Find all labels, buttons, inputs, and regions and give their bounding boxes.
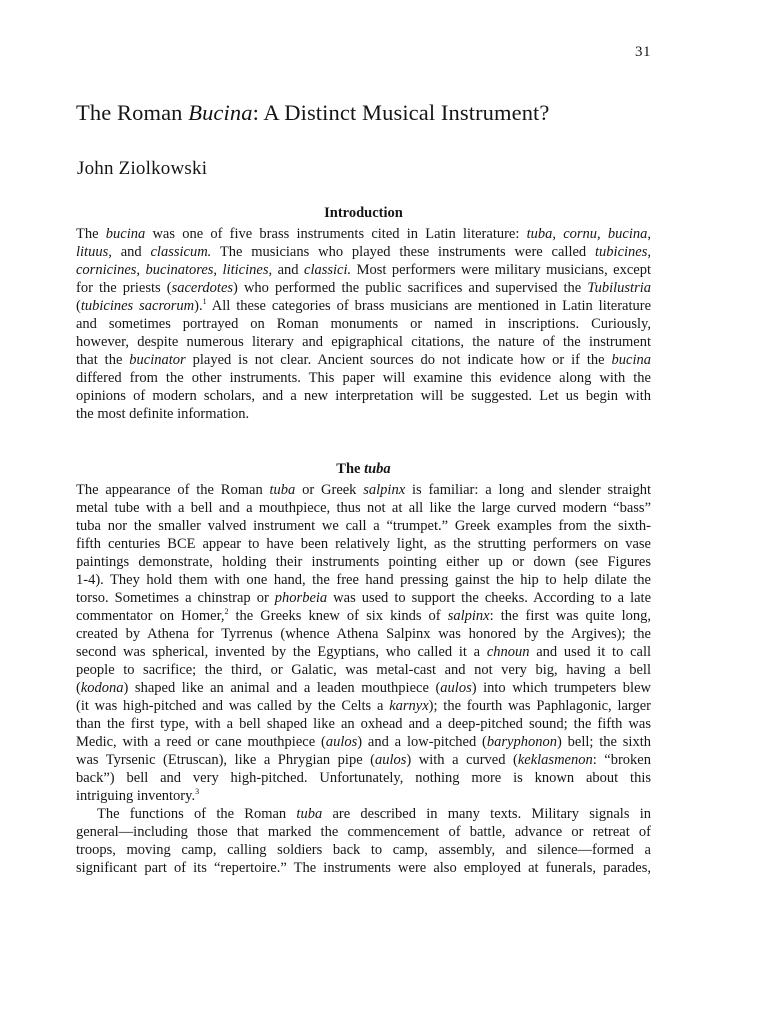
section-heading-introduction: Introduction xyxy=(324,205,403,221)
text-line: torso. Sometimes a chinstrap or phorbeia was used to support the cheeks. According to a late xyxy=(76,590,652,606)
text-line: (it was high-pitched and was called by the Celts a karnyx); the fourth was Paphlagonic, larger xyxy=(76,698,651,714)
text-line: cornicines, bucinatores, liticines, and classici. Most performers were military musicians, except xyxy=(76,262,652,278)
section-heading-tuba-italic: tuba xyxy=(364,461,391,477)
text-line: second was spherical, invented by the Egyptians, who called it a chnoun and used it to call xyxy=(76,644,651,660)
text-line: commentator on Homer,$^2$ the Greeks knew of six kinds of salpinx: the first was quite long, xyxy=(76,607,652,624)
article-title xyxy=(76,100,696,126)
page-number: 31 xyxy=(635,44,651,60)
text-line: significant part of its “repertoire.” The instruments were also employed at funerals, parades, xyxy=(76,860,651,876)
text-line: people to sacrifice; the third, or Galatic, was metal-cast and not very big, having a bell xyxy=(76,662,651,678)
text-line: The functions of the Roman tuba are described in many texts. Military signals in xyxy=(97,806,652,822)
text-line: paintings demonstrate, holding their instruments pointing either up or down (see Figures xyxy=(76,554,651,570)
tuba-paragraph-1 xyxy=(76,481,651,805)
text-line: fifth centuries BCE appear to have been relatively light, as the strutting performers on vase xyxy=(76,536,651,552)
text-line: troops, moving camp, calling soldiers back to camp, assembly, and silence—formed a xyxy=(76,842,651,858)
text-line: The appearance of the Roman tuba or Greek salpinx is familiar: a long and slender straight xyxy=(76,482,651,498)
tuba-paragraph-2 xyxy=(76,805,651,877)
text-line: opinions of modern scholars, and a new interpretation will be suggested. Let us begin with xyxy=(76,388,651,404)
text-line: tuba nor the smaller valved instrument we call a “trumpet.” Greek examples from the sixth- xyxy=(76,518,651,534)
text-line: intriguing inventory.$^3$ xyxy=(76,787,200,804)
text-line: created by Athena for Tyrrenus (whence Athena Salpinx was honored by the Argives); the xyxy=(76,626,651,642)
title-text-after: : A Distinct Musical Instrument? xyxy=(252,100,550,125)
text-line: and sometimes portrayed on Roman monuments or named in inscriptions. Curiously, xyxy=(76,316,651,332)
section-heading-tuba xyxy=(76,461,651,478)
text-line: 1-4). They hold them with one hand, the free hand pressing gainst the hip to help dilate the xyxy=(76,572,651,588)
text-line: The bucina was one of five brass instruments cited in Latin literature: tuba, cornu, bucina, xyxy=(76,226,651,242)
title-text-italic: Bucina xyxy=(188,100,253,125)
text-line: for the priests (sacerdotes) who performed the public sacrifices and supervised the Tubilustria xyxy=(76,280,651,296)
text-line: Medic, with a reed or cane mouthpiece (aulos) and a low-pitched (baryphonon) bell; the sixth xyxy=(76,734,651,750)
title-text-before: The Roman xyxy=(76,100,189,125)
text-line: than the first type, with a bell shaped like an oxhead and a deep-pitched sound; the fifth was xyxy=(76,716,651,732)
text-line: however, despite numerous literary and epigraphical citations, the nature of the instrument xyxy=(76,334,651,350)
text-line: back”) bell and very high-pitched. Unfortunately, nothing more is known about this xyxy=(76,770,651,786)
text-line: that the bucinator played is not clear. Ancient sources do not indicate how or if the bucina xyxy=(76,352,651,368)
text-line: the most definite information. xyxy=(76,406,250,422)
text-line: metal tube with a bell and a mouthpiece, thus not at all like the large curved modern “bass” xyxy=(76,500,651,516)
section-heading-tuba-plain: The xyxy=(336,461,365,477)
intro-paragraph xyxy=(76,225,651,423)
author-name: John Ziolkowski xyxy=(77,158,208,179)
text-line: general—including those that marked the commencement of battle, advance or retreat of xyxy=(76,824,651,840)
text-line: (tubicines sacrorum).$^1$ All these categories of brass musicians are mentioned in Latin literature xyxy=(76,297,652,314)
text-line: was Tyrsenic (Etruscan), like a Phrygian pipe (aulos) with a curved (keklasmenon: “broken xyxy=(76,752,651,768)
text-line: (kodona) shaped like an animal and a leaden mouthpiece (aulos) into which trumpeters blew xyxy=(76,680,651,696)
text-line: differed from the other instruments. This paper will examine this evidence along with the xyxy=(76,370,651,386)
text-line: lituus, and classicum. The musicians who played these instruments were called tubicines, xyxy=(76,244,652,260)
